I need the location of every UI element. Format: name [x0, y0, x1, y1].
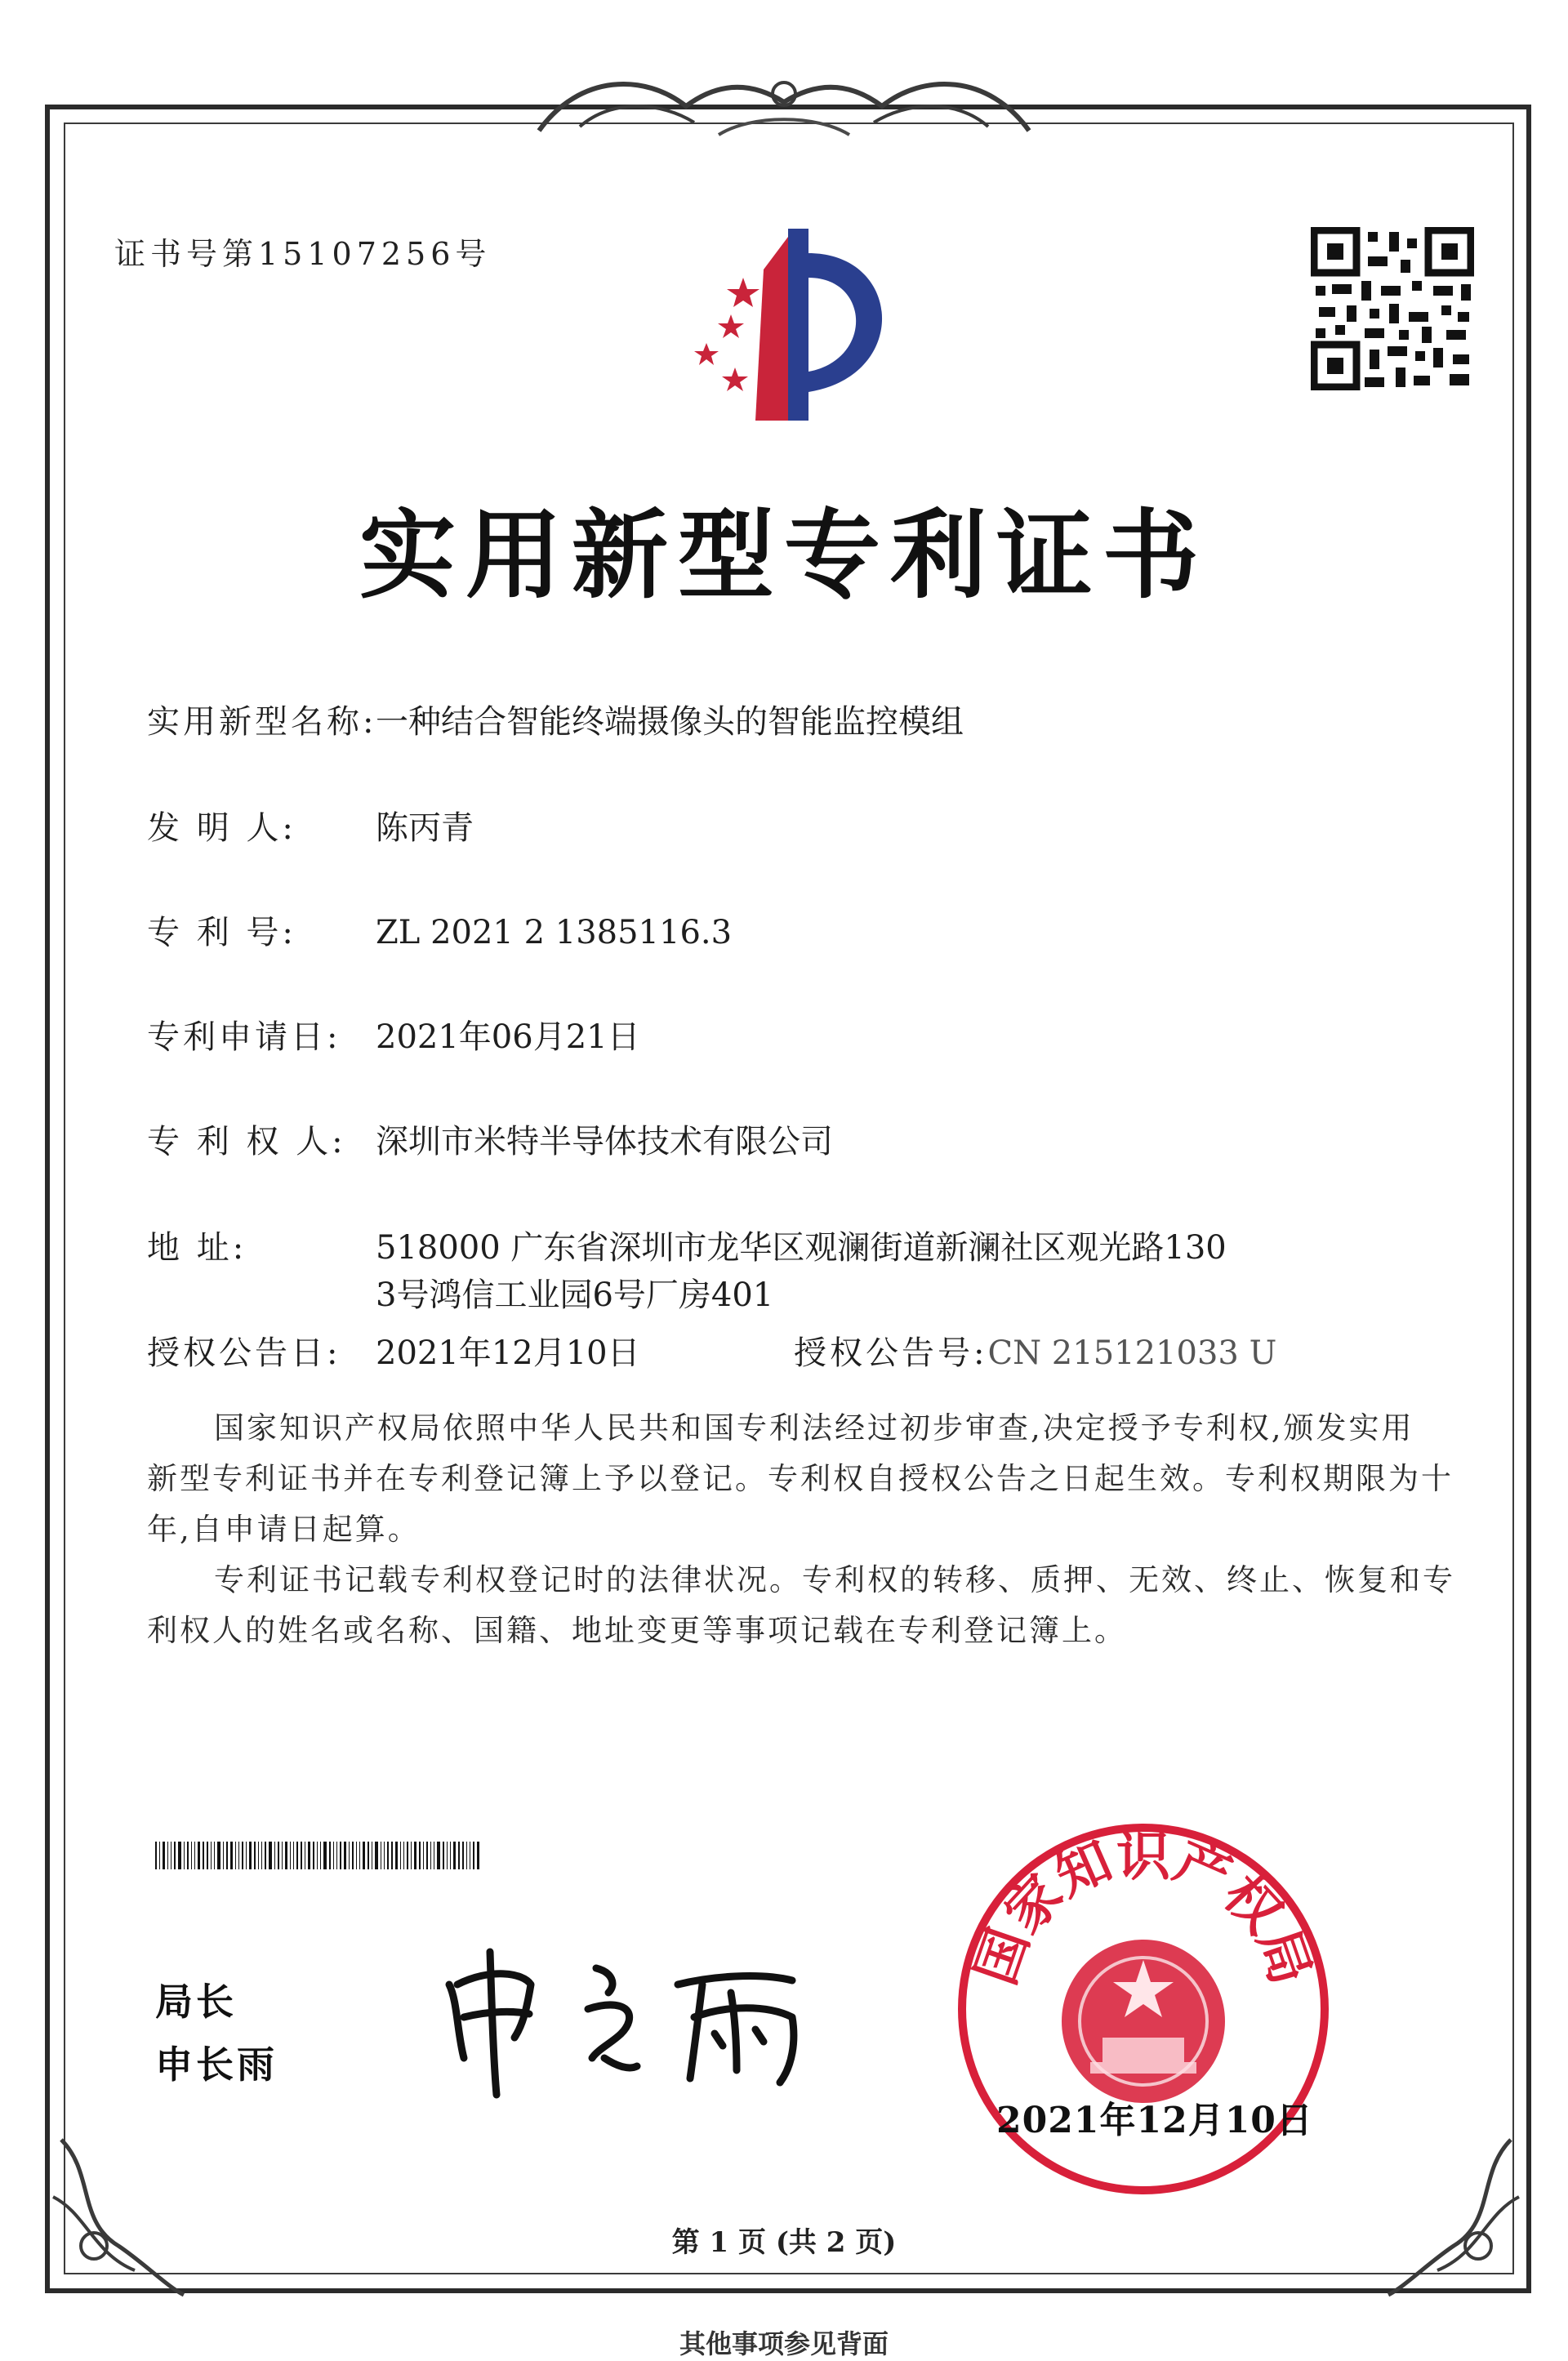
barcode-bar [278, 1842, 279, 1869]
barcode-bar [375, 1842, 378, 1869]
official-seal [951, 1817, 1335, 2201]
director-name: 申长雨 [155, 2042, 278, 2087]
barcode-bar [178, 1842, 181, 1869]
barcode-bar [242, 1842, 243, 1869]
barcode-bar [340, 1842, 341, 1869]
field-value: 陈丙青 [376, 809, 474, 847]
barcode-bar [226, 1842, 228, 1869]
director-title: 局长 [155, 1980, 237, 2024]
barcode-bar [430, 1842, 431, 1869]
barcode-bar [426, 1842, 428, 1869]
barcode-bar [230, 1842, 233, 1869]
barcode-bar [293, 1842, 294, 1869]
field-value: 2021年06月21日 [376, 1018, 640, 1056]
cnipa-logo [666, 221, 911, 433]
field-value: CN 215121033 U [987, 1334, 1277, 1372]
barcode-bar [265, 1842, 266, 1869]
barcode-bar [223, 1842, 224, 1869]
barcode-bar [437, 1842, 440, 1869]
field-label: 专 利 号: [147, 914, 296, 951]
statement-p1-line3: 年,自申请日起算。 [147, 1512, 421, 1547]
barcode-bar [363, 1842, 365, 1869]
barcode-bar [254, 1842, 256, 1869]
bottom-left-ornament [45, 2123, 192, 2303]
field-inventor [147, 802, 474, 849]
barcode-bar [163, 1842, 165, 1869]
field-patentee [147, 1116, 833, 1162]
barcode [155, 1842, 588, 1869]
barcode-bar [458, 1842, 460, 1869]
barcode-bar [419, 1842, 421, 1869]
barcode-bar [171, 1842, 172, 1869]
field-label: 专 利 权 人: [147, 1123, 346, 1160]
barcode-bar [274, 1842, 275, 1869]
field-label: 实用新型名称: [147, 703, 377, 741]
barcode-bar [290, 1842, 291, 1869]
statement-p1-line2: 新型专利证书并在专利登记簿上予以登记。专利权自授权公告之日起生效。专利权期限为十 [147, 1461, 1454, 1496]
barcode-bar [329, 1842, 331, 1869]
barcode-bar [159, 1842, 160, 1869]
barcode-bar [317, 1842, 318, 1869]
barcode-bar [407, 1842, 408, 1869]
barcode-bar [235, 1842, 236, 1869]
barcode-bar [246, 1842, 247, 1869]
barcode-bar [453, 1842, 456, 1869]
barcode-bar [187, 1842, 189, 1869]
barcode-bar [282, 1842, 283, 1869]
barcode-bar [462, 1842, 464, 1869]
barcode-bar [203, 1842, 204, 1869]
field-value: 518000 广东省深圳市龙华区观澜街道新澜社区观光路130 [376, 1229, 1227, 1267]
statement-p2-line2: 利权人的姓名或名称、国籍、地址变更等事项记载在专利登记簿上。 [147, 1613, 1127, 1648]
statement-p1-line1: 国家知识产权局依照中华人民共和国专利法经过初步审查,决定授予专利权,颁发实用 [214, 1410, 1414, 1446]
field-value: 深圳市米特半导体技术有限公司 [376, 1123, 833, 1160]
barcode-bar [167, 1842, 168, 1869]
field-label: 专利申请日: [147, 1018, 341, 1056]
barcode-bar [320, 1842, 321, 1869]
handwritten-signature [433, 1936, 817, 2099]
barcode-bar [403, 1842, 404, 1869]
barcode-bar [466, 1842, 467, 1869]
barcode-bar [214, 1842, 215, 1869]
barcode-bar [423, 1842, 424, 1869]
barcode-bar [217, 1842, 220, 1869]
barcode-bar [261, 1842, 262, 1869]
barcode-bar [285, 1842, 287, 1869]
barcode-bar [352, 1842, 354, 1869]
field-address [147, 1222, 1227, 1268]
barcode-bar [336, 1842, 337, 1869]
barcode-bar [194, 1842, 195, 1869]
field-utility-model-name [147, 696, 964, 742]
bottom-right-ornament [1380, 2123, 1527, 2303]
barcode-bar [344, 1842, 346, 1869]
barcode-bar [400, 1842, 401, 1869]
barcode-bar [313, 1842, 314, 1869]
statement-p2-line1: 专利证书记载专利权登记时的法律状况。专利权的转移、质押、无效、终止、恢复和专 [214, 1562, 1455, 1597]
barcode-bar [207, 1842, 208, 1869]
barcode-bar [411, 1842, 412, 1869]
certificate-number: 证书号第15107256号 [114, 236, 492, 272]
barcode-bar [477, 1842, 479, 1869]
barcode-bar [296, 1842, 298, 1869]
back-note: 其他事项参见背面 [679, 2328, 889, 2359]
barcode-bar [258, 1842, 259, 1869]
barcode-bar [356, 1842, 357, 1869]
barcode-bar [323, 1842, 327, 1869]
barcode-bar [473, 1842, 474, 1869]
field-grant-number [794, 1327, 1276, 1374]
barcode-bar [211, 1842, 212, 1869]
field-label: 发 明 人: [147, 809, 296, 847]
barcode-bar [184, 1842, 185, 1869]
barcode-bar [447, 1842, 448, 1869]
barcode-bar [395, 1842, 398, 1869]
field-label: 授权公告日: [147, 1334, 341, 1372]
barcode-bar [155, 1842, 157, 1869]
seal-date: 2021年12月10日 [996, 2100, 1313, 2141]
field-label: 授权公告号: [794, 1334, 988, 1372]
barcode-bar [333, 1842, 334, 1869]
barcode-bar [198, 1842, 200, 1869]
barcode-bar [384, 1842, 385, 1869]
barcode-bar [301, 1842, 302, 1869]
field-patent-number [147, 907, 732, 953]
barcode-bar [238, 1842, 239, 1869]
seal-text: 国家知识产权局 [964, 1824, 1323, 1993]
field-grant-date [147, 1327, 640, 1374]
field-value: ZL 2021 2 1385116.3 [376, 914, 733, 951]
top-ornament [531, 57, 1037, 147]
barcode-bar [191, 1842, 192, 1869]
field-value: 一种结合智能终端摄像头的智能监控模组 [376, 703, 964, 741]
barcode-bar [174, 1842, 176, 1869]
barcode-bar [368, 1842, 369, 1869]
field-application-date [147, 1011, 640, 1058]
barcode-bar [391, 1842, 393, 1869]
barcode-bar [349, 1842, 350, 1869]
barcode-bar [269, 1842, 272, 1869]
field-label: 地 址: [147, 1229, 247, 1267]
qr-code [1311, 227, 1474, 390]
barcode-bar [387, 1842, 389, 1869]
barcode-bar [450, 1842, 451, 1869]
barcode-bar [249, 1842, 252, 1869]
certificate-title: 实用新型专利证书 [359, 498, 1209, 612]
barcode-bar [308, 1842, 310, 1869]
barcode-bar [359, 1842, 360, 1869]
barcode-bar [414, 1842, 416, 1869]
field-value: 2021年12月10日 [376, 1334, 640, 1372]
field-address-line2: 3号鸿信工业园6号厂房401 [376, 1276, 774, 1314]
barcode-bar [443, 1842, 444, 1869]
page-number: 第 1 页 (共 2 页) [671, 2226, 897, 2259]
